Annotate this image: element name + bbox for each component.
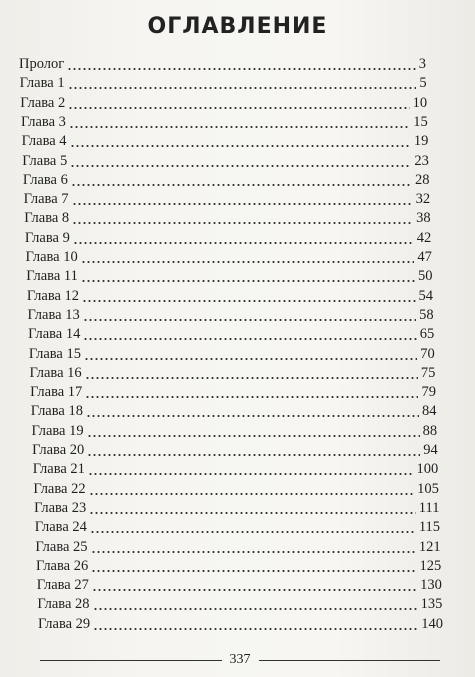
- toc-dot-leader: [93, 599, 418, 611]
- toc-entry-label: Глава 18: [30, 403, 83, 420]
- toc-entry-label: Пролог: [19, 56, 65, 72]
- toc-dot-leader: [70, 156, 411, 168]
- toc-dot-leader: [83, 329, 416, 341]
- toc-entry: [31, 422, 437, 441]
- toc-dot-leader: [89, 484, 415, 496]
- toc-entry-label: Глава 21: [32, 461, 85, 478]
- page-number: 337: [229, 652, 251, 667]
- toc-entry-page: 42: [416, 229, 432, 246]
- toc-entry-page: 75: [420, 364, 436, 381]
- page-footer: [40, 651, 440, 669]
- toc-entry: [21, 113, 428, 132]
- toc-dot-leader: [93, 619, 418, 631]
- toc-entry: [22, 132, 429, 151]
- toc-entry-page: 58: [419, 306, 434, 323]
- toc-entry-page: 79: [421, 384, 436, 401]
- toc-entry-label: Глава 15: [28, 345, 81, 362]
- toc-dot-leader: [86, 406, 419, 418]
- toc-entry: [32, 441, 438, 460]
- toc-entry: [38, 615, 443, 634]
- toc-entry: [37, 595, 442, 614]
- toc-entry: [27, 287, 433, 306]
- toc-entry-label: Глава 20: [32, 442, 85, 458]
- toc-dot-leader: [89, 503, 416, 515]
- toc-dot-leader: [68, 98, 409, 110]
- toc-entry-label: Глава 5: [22, 152, 68, 169]
- toc-dot-leader: [72, 213, 413, 225]
- toc-entry-page: 111: [418, 499, 440, 516]
- toc-entry-page: 65: [419, 326, 435, 343]
- toc-entry-page: 140: [421, 615, 443, 632]
- toc-dot-leader: [91, 542, 416, 554]
- toc-entry-label: Глава 19: [31, 422, 84, 439]
- toc-entry: [33, 460, 439, 479]
- toc-dot-leader: [72, 194, 413, 206]
- toc-dot-leader: [71, 175, 412, 187]
- toc-entry-page: 100: [416, 461, 439, 478]
- toc-entry-label: Глава 8: [24, 210, 70, 227]
- toc-entry: [34, 499, 439, 518]
- toc-entry: [24, 190, 431, 209]
- toc-entry-label: Глава 16: [29, 364, 82, 381]
- toc-entry-label: Глава 17: [30, 384, 83, 401]
- toc-entry-page: 94: [423, 442, 438, 458]
- toc-entry-page: 135: [420, 596, 443, 613]
- toc-dot-leader: [85, 387, 418, 399]
- toc-entry-label: Глава 12: [26, 287, 80, 304]
- toc-entry-page: 125: [419, 557, 442, 574]
- toc-entry-label: Глава 4: [21, 133, 67, 150]
- toc-dot-leader: [88, 464, 414, 476]
- toc-entry-label: Глава 27: [36, 577, 89, 594]
- toc-entry-label: Глава 2: [20, 94, 66, 111]
- toc-dot-leader: [85, 368, 418, 380]
- toc-dot-leader: [84, 349, 417, 361]
- toc-entry-label: Глава 25: [35, 538, 88, 555]
- toc-entry: [22, 152, 429, 171]
- toc-dot-leader: [82, 291, 415, 303]
- toc-entry-label: Глава 29: [38, 615, 91, 632]
- toc-entry-page: 50: [417, 268, 433, 285]
- toc-entry-page: 19: [413, 133, 429, 150]
- toc-entry-page: 38: [416, 210, 431, 227]
- toc-dot-leader: [69, 117, 410, 129]
- toc-entry: [31, 402, 437, 421]
- toc-entry-page: 105: [417, 480, 439, 497]
- toc-dot-leader: [81, 271, 415, 283]
- toc-entry: [26, 248, 432, 267]
- page-title: ОГЛАВЛЕНИЕ: [147, 14, 328, 39]
- toc-dot-leader: [73, 233, 414, 245]
- toc-entry-page: 3: [418, 56, 426, 72]
- toc-entry-label: Глава 28: [37, 596, 90, 613]
- toc-entry-label: Глава 13: [27, 306, 80, 323]
- toc-entry-page: 32: [415, 191, 431, 208]
- toc-entry: [28, 306, 434, 325]
- toc-entry: [25, 229, 431, 248]
- toc-entry: [35, 538, 440, 557]
- toc-entry-label: Глава 22: [33, 480, 86, 497]
- toc-entry: [29, 364, 435, 383]
- toc-dot-leader: [90, 522, 416, 534]
- toc-entry-label: Глава 23: [34, 499, 87, 516]
- toc-entry: [19, 55, 426, 74]
- toc-entry-page: 115: [418, 519, 441, 536]
- toc-entry-label: Глава 24: [34, 519, 87, 536]
- toc-entry: [26, 267, 432, 286]
- toc-entry-page: 47: [417, 249, 432, 265]
- toc-dot-leader: [67, 59, 416, 71]
- toc-entry: [30, 383, 436, 402]
- toc-entry: [28, 325, 434, 344]
- toc-entry-label: Глава 1: [19, 75, 65, 92]
- toc-dot-leader: [70, 136, 411, 148]
- toc-entry-label: Глава 14: [28, 326, 81, 343]
- toc-entry: [24, 209, 430, 228]
- toc-entry-label: Глава 11: [26, 268, 78, 285]
- toc-entry-label: Глава 26: [36, 557, 89, 574]
- toc-entry: [29, 345, 435, 364]
- toc-dot-leader: [83, 310, 416, 322]
- footer-rule-left: [40, 660, 222, 661]
- toc-entry: [20, 94, 427, 113]
- toc-entry: [23, 171, 430, 190]
- toc-dot-leader: [81, 252, 415, 264]
- toc-dot-leader: [91, 561, 416, 573]
- toc-dot-leader: [87, 445, 420, 457]
- toc-entry-page: 88: [422, 422, 438, 439]
- toc-dot-leader: [92, 580, 417, 592]
- toc-dot-leader: [68, 78, 417, 90]
- toc-dot-leader: [87, 426, 420, 438]
- toc-entry: [37, 576, 442, 595]
- toc-entry-page: 121: [418, 538, 441, 555]
- toc-entry-label: Глава 9: [24, 229, 70, 246]
- toc-entry-page: 70: [420, 345, 435, 362]
- toc-entry-label: Глава 3: [20, 113, 66, 130]
- toc-entry-label: Глава 7: [23, 191, 69, 208]
- toc-entry-page: 54: [418, 287, 434, 304]
- toc-entry: [35, 518, 440, 537]
- toc-entry-page: 10: [412, 94, 428, 111]
- toc-entry-label: Глава 10: [25, 249, 78, 265]
- toc-entry-page: 84: [422, 403, 437, 420]
- toc-entry: [36, 557, 441, 576]
- toc-entry-page: 130: [420, 577, 442, 594]
- toc-entry-page: 15: [413, 113, 428, 130]
- toc-entry-page: 23: [414, 152, 429, 169]
- toc-entry-label: Глава 6: [22, 171, 68, 188]
- toc-entry-page: 5: [419, 75, 427, 92]
- toc-entry: [33, 480, 438, 499]
- footer-rule-right: [259, 660, 441, 661]
- toc-entry: [20, 74, 427, 93]
- toc-entry-page: 28: [415, 171, 430, 188]
